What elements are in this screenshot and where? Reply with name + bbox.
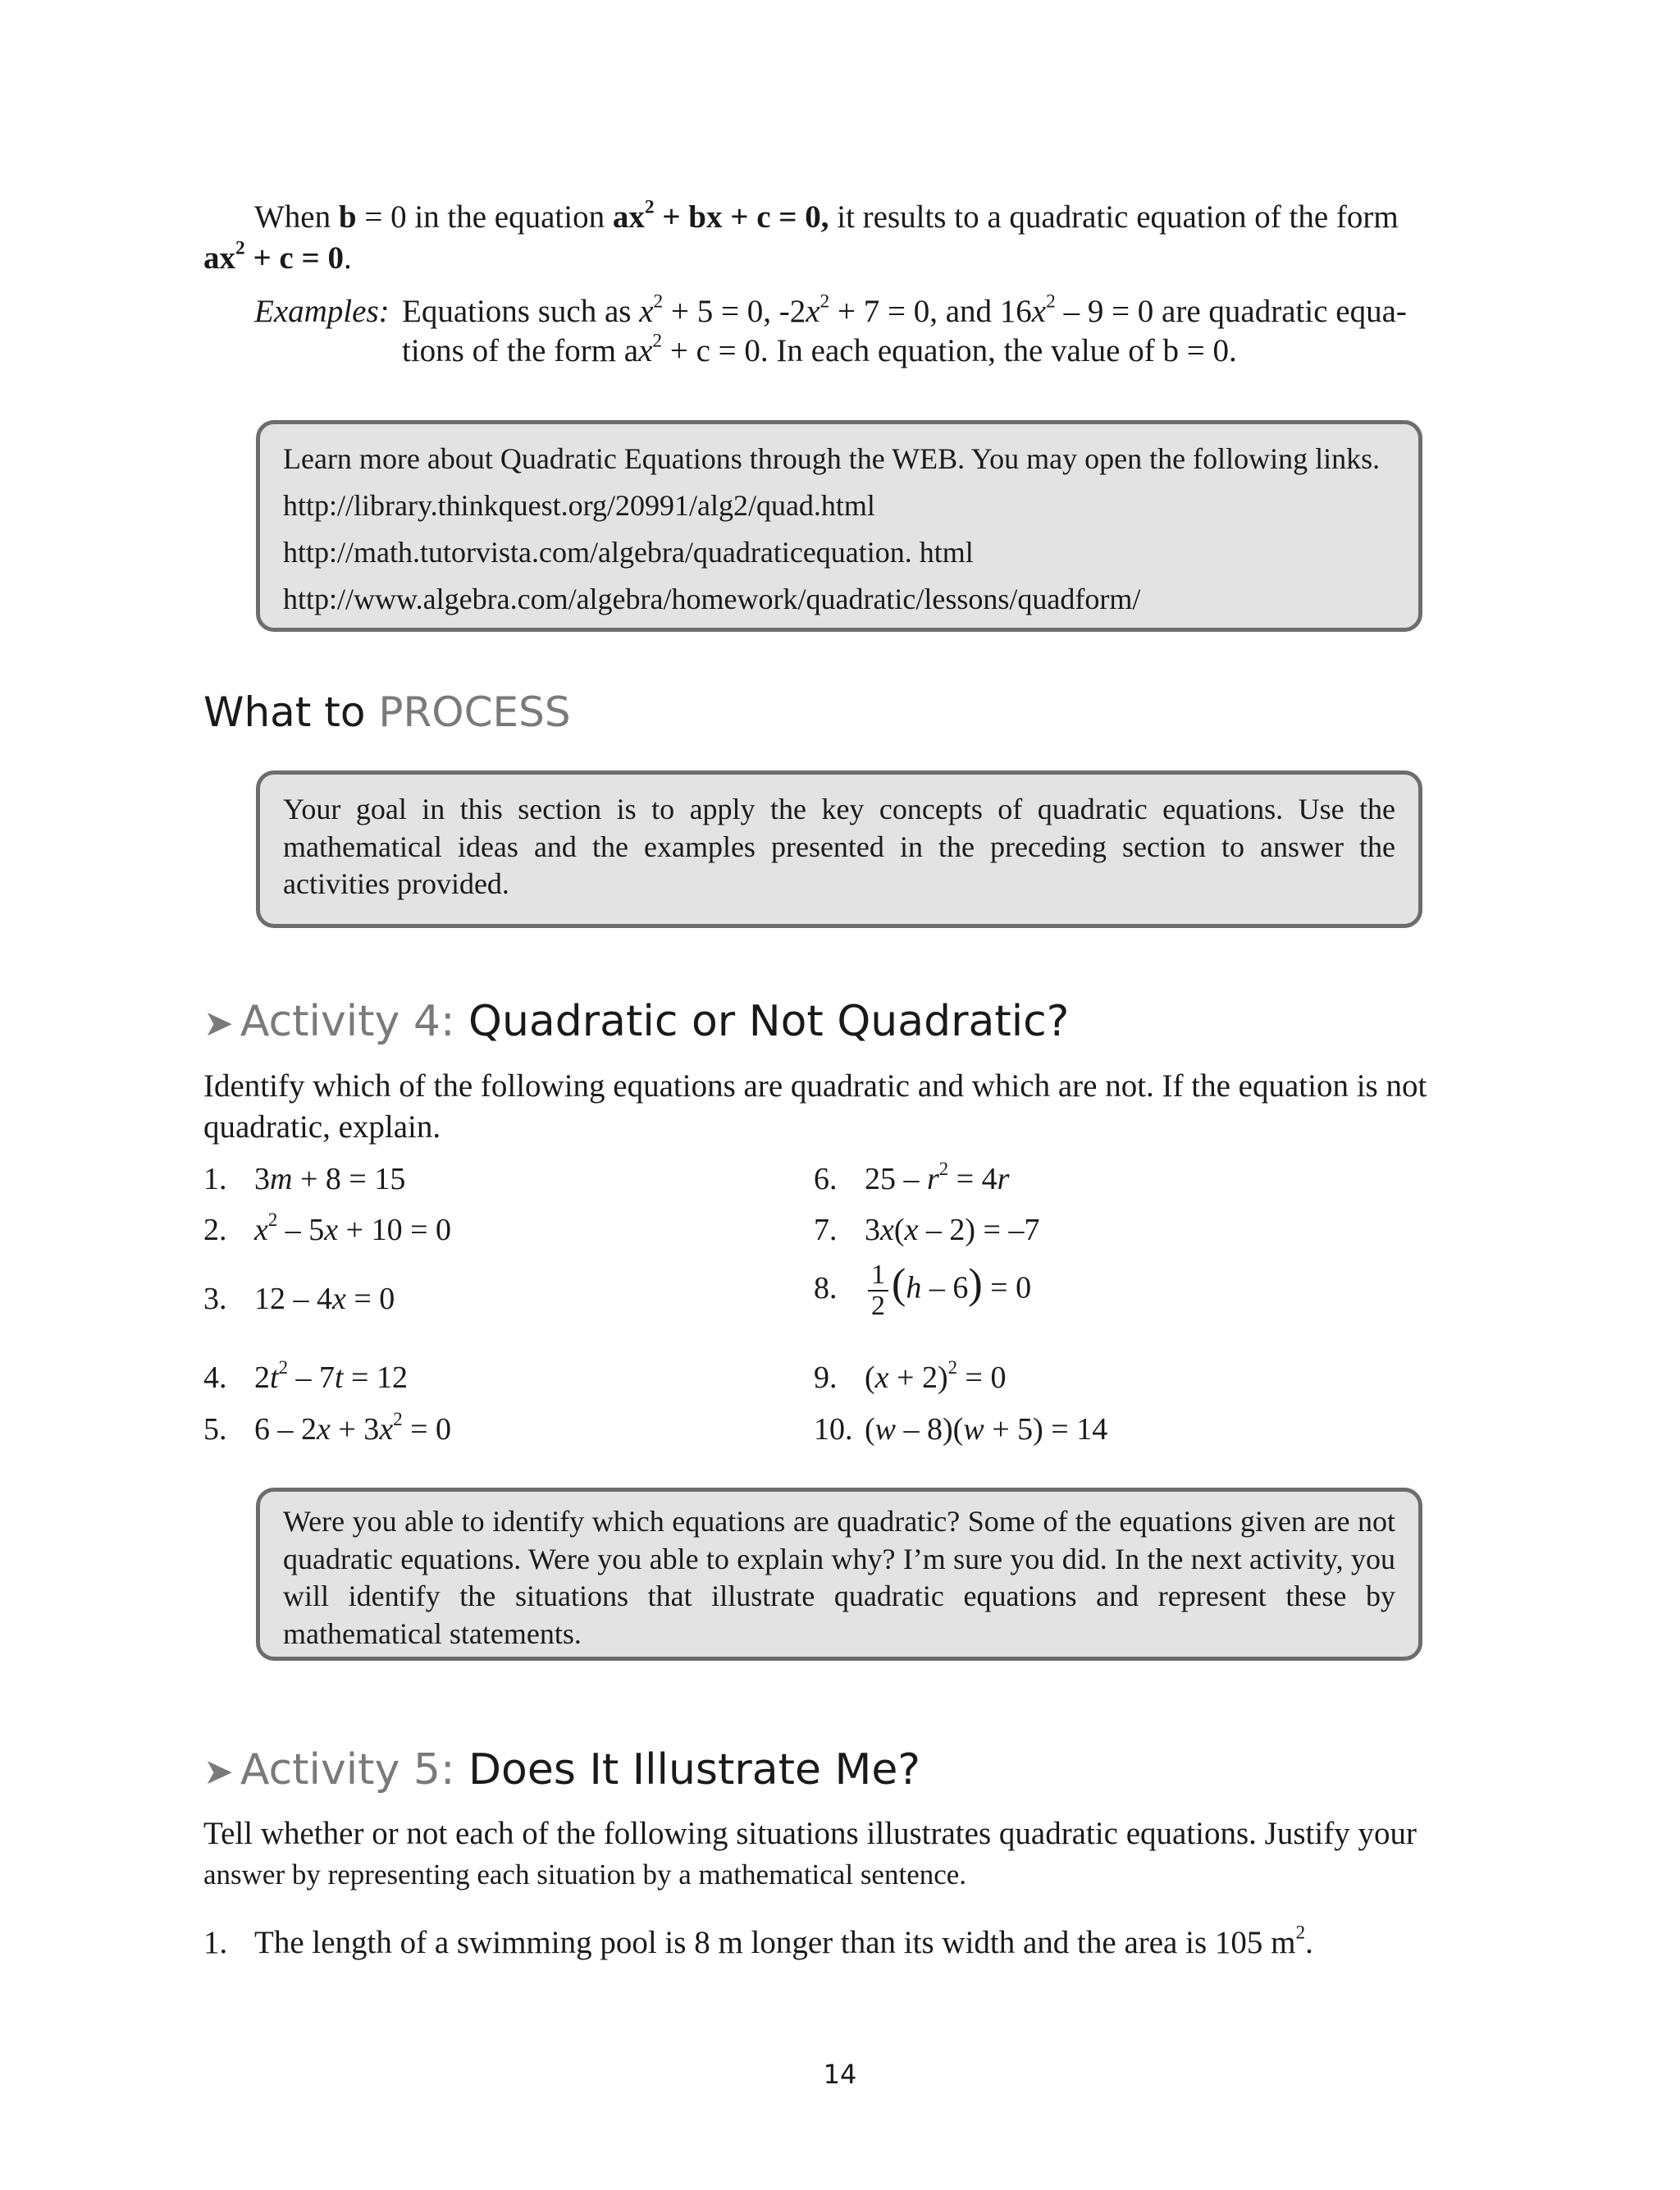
web-links-box	[256, 420, 1422, 632]
equation-item: 4. $2t^2 - 7t = 12$	[203, 1356, 408, 1395]
activity5-heading: ➤ Activity 5: Does It Illustrate Me?	[203, 1745, 921, 1795]
fraction: $\frac{1}{2}$	[868, 1260, 888, 1321]
intro-paragraph-line1: When b = 0 in the equation $ax^2$ + bx + c = 0, it results to a quadratic equation of the form	[254, 196, 1399, 235]
examples-text-line1: Equations such as $x^2 + 5 = 0$, $-2x^2 + 7 = 0$, and $16x^2 - 9 = 0$ are quadratic equa-	[402, 290, 1407, 329]
reflection-text: Were you able to identify which equations are quadratic? Some of the equations given are not quadratic equations. Were you able to explain why? I’m sure you did. In the next activity, you will identify the situations that illustrate quadratic equations and represent these by mathematical statements.	[283, 1505, 1395, 1650]
examples-label: Examples:	[254, 294, 390, 329]
page-number: 14	[823, 2059, 857, 2090]
equation-item: 1. 3m + 8 = 15	[203, 1162, 406, 1196]
activity4-instructions: Identify which of the following equations are quadratic and which are not. If the equation is not quadratic, explain.	[203, 1068, 1427, 1145]
goal-text: Your goal in this section is to apply the key concepts of quadratic equations. Use the mathematical ideas and the examples presented in the preceding section to answer the activities provided.	[283, 793, 1395, 900]
equation-item: 3. 12 – 4x = 0	[203, 1282, 395, 1316]
equation-item: 6. $25 - r^2 = 4r$	[814, 1158, 1010, 1196]
section-heading-process: What to PROCESS	[203, 688, 571, 736]
arrow-icon: ➤	[203, 1003, 234, 1045]
equation-item: 10. (w – 8)(w + 5) = 14	[814, 1412, 1108, 1447]
equation-item: 2. $x^2 - 5x + 10 = 0$	[203, 1209, 452, 1247]
equation-item: 5. $6 - 2x + 3x^2 = 0$	[203, 1408, 452, 1447]
examples-text-line2: tions of the form $ax^2 + c = 0$. In each equation, the value of b = 0.	[402, 330, 1237, 368]
web-link-tutorvista[interactable]: http://math.tutorvista.com/algebra/quadraticequation. html	[283, 536, 974, 569]
web-links-intro: Learn more about Quadratic Equations through the WEB. You may open the following links.	[283, 442, 1381, 475]
web-link-algebra[interactable]: http://www.algebra.com/algebra/homework/quadratic/lessons/quadform/	[283, 583, 1141, 615]
reflection-box	[256, 1488, 1422, 1661]
goal-box	[256, 770, 1422, 928]
arrow-icon: ➤	[203, 1751, 234, 1793]
equation-item: 9. $(x + 2)^2 = 0$	[814, 1356, 1007, 1395]
equation-item: 8. $\frac{1}{2}$ (h – 6) = 0	[814, 1260, 1032, 1321]
intro-paragraph-line2: $ax^2 + c = 0$.	[203, 237, 352, 276]
web-link-thinkquest[interactable]: http://library.thinkquest.org/20991/alg2/quad.html	[283, 489, 875, 522]
activity5-instructions: Tell whether or not each of the following situations illustrates quadratic equations. Justify your answer by representing each situation by a mathematical sentence.	[203, 1816, 1417, 1891]
equation-item: 7. 3x(x – 2) = –7	[814, 1213, 1040, 1247]
activity4-heading: ➤ Activity 4: Quadratic or Not Quadratic?	[203, 997, 1070, 1046]
situation-item: 1. The length of a swimming pool is 8 m longer than its width and the area is 105 $m^2$.	[203, 1922, 1313, 1960]
